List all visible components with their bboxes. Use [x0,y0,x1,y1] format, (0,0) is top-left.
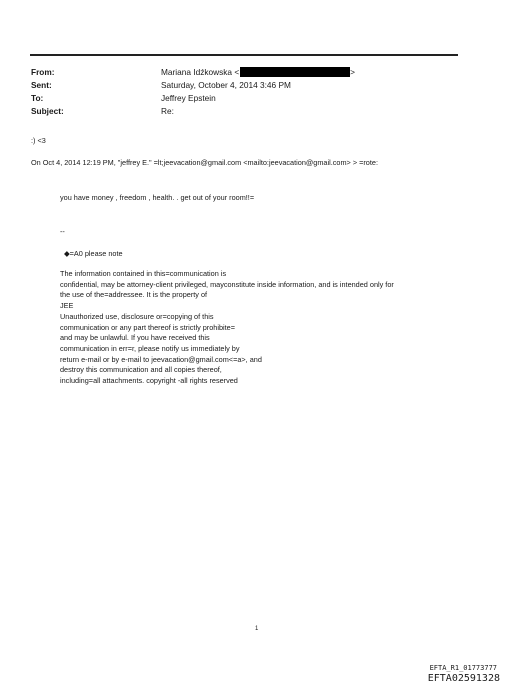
notice-line: destroy this communication and all copies thereof, [60,365,222,375]
sender-name: Mariana Idźkowska < [161,67,240,77]
signature-separator: -- [60,227,65,236]
notice-line: communication in err=r, please notify us immediately by [60,343,240,353]
redaction-bar [240,67,350,77]
subject-label: Subject: [31,106,64,116]
header-divider [30,54,458,56]
subject-value: Re: [161,106,174,116]
to-value: Jeffrey Epstein [161,93,216,103]
notice-line: Unauthorized use, disclosure or=copying of this [60,311,214,321]
quote-intro: On Oct 4, 2014 12:19 PM, "jeffrey E." =lt;jeevacation@gmail.com <mailto:jeevacation@gmail.com> > =rote: [31,158,378,167]
bates-number-2: EFTA02591328 [427,673,500,684]
notice-line: return e-mail or by e-mail to jeevacation@gmail.com<=a>, and [60,354,262,364]
to-row [31,92,471,104]
quoted-message: you have money , freedom , health. . get out of your room!!= [60,193,255,202]
bates-number-1: EFTA_R1_01773777 [429,664,497,672]
confidentiality-notice [60,269,394,387]
notice-line: and may be unlawful. If you have received this [60,333,210,343]
notice-line: confidential, may be attorney-client privileged, mayconstitute inside information, and is intended only for [60,279,394,289]
notice-line: communication or any part thereof is strictly prohibite= [60,322,236,332]
from-tail: > [350,67,356,77]
please-note: ◆=A0 please note [64,249,123,258]
to-label: To: [31,93,44,103]
from-label: From: [31,67,55,77]
reply-text: :) <3 [31,136,46,145]
notice-line: the use of the=addressee. It is the property of [60,290,208,300]
page-number: 1 [255,626,259,632]
from-row [31,66,471,78]
notice-line: including=all attachments. copyright -all rights reserved [60,376,238,386]
sent-value: Saturday, October 4, 2014 3:46 PM [161,80,291,90]
notice-line: The information contained in this=communication is [60,269,227,278]
notice-line: JEE [60,301,74,311]
sent-label: Sent: [31,80,52,90]
subject-row [31,105,471,117]
sent-row [31,79,471,91]
from-value [161,66,355,78]
